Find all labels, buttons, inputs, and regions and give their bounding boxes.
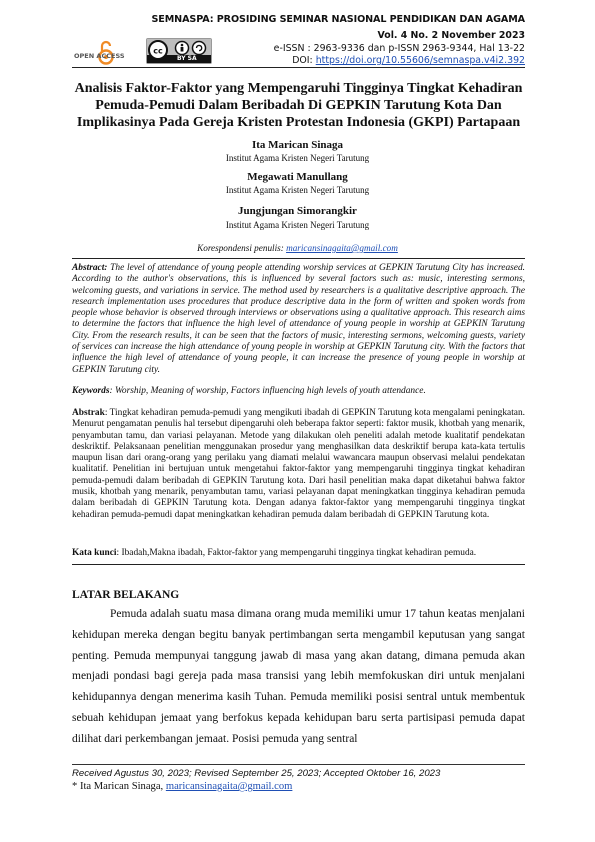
abstract-english-text: The level of attendance of young people attending worship services at GEPKIN Tarutung City has increased. According to the author's observations, this is influenced by several factors such as: music, interesting sermons, welcoming guests, and variations in service. The method used by researchers is a qualitative descriptive approach. The research implementation uses procedures that produce descriptive data in the form of written and spoken words from people whose behavior is observed through interviews or observations using a qualitative approach. This research aims to determine the factors that influence the high level of attendance of young people in worship at GEPKIN Tarutung City. From the research results, it can be seen that the factors of music, interesting sermons, welcoming guests, variety of services can increase the high attendance of young people in worship at GEPKIN Tarutung city. With the factors that influence the high level of attendance of young people, it can increase the presence of young people in worship at GEPKIN Tarutung city. <box>72 263 525 375</box>
corresponding-author-email[interactable]: maricansinagaita@gmail.com <box>165 781 293 792</box>
abstract-english <box>72 263 525 376</box>
keywords-english-text: : Worship, Meaning of worship, Factors influencing high levels of youth attendance. <box>109 386 426 396</box>
author-name: Megawati Manullang <box>247 171 348 183</box>
issn-info: e-ISSN : 2963-9336 dan p-ISSN 2963-9344, Hal 13-22 <box>273 43 525 54</box>
abstract-indonesian-text: : Tingkat kehadiran pemuda-pemudi yang mengikuti ibadah di GEPKIN Tarutung kota mengalami peningkatan. Menurut pengamatan penulis hal tersebut dipengaruhi oleh beberapa faktor seperti: faktor musik, khotbah yang menarik, penyambutan tamu, dan variasi pelayanan. Metode yang dilakukan oleh peneliti adalah metode kualitatif pendekatan deskriktif. Pelaksanaan penelitian menggunakan prosedur yang menghasilkan data deskriktif berupa kata-kata tertulis maupun lisan dari orang-orang yang perilaku yang diamati melalui wawancara maupun observasi melalui pendekatan kualitatif. Penelitian ini bertujuan untuk mengetahui faktor-faktor yang mempengaruhi tingginya tingkat kehadiran pemuda-pemudi dalam beribadah di GEPKIN Tarutung kota. Dari hasil penelitian maka dapat diketahui bahwa faktor musik, khotbah yang menarik, penyambutan tamu, variasi pelayanan dapat meningkatkan tingginya kehadiran pemuda dalam beribadah di GEPKIN Tarutung kota. Dengan adanya faktor-faktor yang mempengaruhi tingginya tingkat kehadiran pemuda-pemudi dapat meningkatkan kehadiran pemuda dalam beribadah di GEPKIN Tarutung kota. <box>72 408 525 520</box>
journal-name: SEMNASPA: PROSIDING SEMINAR NASIONAL PENDIDIKAN DAN AGAMA <box>151 14 525 25</box>
author-name: Ita Marican Sinaga <box>251 139 344 151</box>
author-affiliation: Institut Agama Kristen Negeri Tarutung <box>225 185 370 195</box>
open-access-logo <box>74 40 146 66</box>
abstract-indonesian <box>72 408 525 521</box>
body-paragraph: Pemuda adalah suatu masa dimana orang muda memiliki umur 17 tahun keatas menjalani kehidupan mereka dengan begitu banyak pertimbangan serta mengambil keputusan yang sangat penting. Pemuda mempunyai tanggung jawab di masa yang akan datang, dimana pemuda akan menjadi pondasi bagi gereja pada masa transisi yang lebih memfokuskan diri untuk menjalani kehidupannya dengan menerima kasih Tuhan. Pemuda memiliki posisi sentral untuk membentuk sebuah kehidupan jemaat yang berfokus kepada kehidupan baru serta partisipasi pemuda dapat dilihat dari perkembangan jemaat. Posisi pemuda yang sentral <box>72 608 525 745</box>
correspondence-label: Korespondensi penulis: <box>197 243 287 253</box>
author-affiliation: Institut Agama Kristen Negeri Tarutung <box>225 220 370 230</box>
section-heading: LATAR BELAKANG <box>72 589 180 601</box>
paper-title: Analisis Faktor-Faktor yang Mempengaruhi Tingginya Tingkat Kehadiran Pemuda-Pemudi Dalam Beribadah Di GEPKIN Tarutung Kota Dan Implikasinya Pada Gereja Kristen Protestan Indonesia (GKPI) Partapaan <box>74 81 523 130</box>
abstract-english-label: Abstract: <box>72 263 108 273</box>
correspondence-line <box>0 243 595 253</box>
header-divider <box>72 67 525 68</box>
volume-info: Vol. 4 No. 2 November 2023 <box>377 30 525 41</box>
submission-dates: Received Agustus 30, 2023; Revised September 25, 2023; Accepted Oktober 16, 2023 <box>72 768 441 779</box>
abstract-indonesian-label: Abstrak <box>72 408 105 418</box>
keywords-indonesian-label: Kata kunci <box>72 548 117 558</box>
correspondence-email[interactable]: maricansinagaita@gmail.com <box>286 243 398 253</box>
author-name: Jungjungan Simorangkir <box>238 205 357 217</box>
doi-label: DOI: <box>292 55 316 66</box>
doi-line <box>150 55 525 66</box>
abstract-divider-bottom <box>72 564 525 565</box>
author-affiliation: Institut Agama Kristen Negeri Tarutung <box>225 153 370 163</box>
corresponding-author-label: * Ita Marican Sinaga, <box>72 781 166 792</box>
svg-text:cc: cc <box>153 46 163 56</box>
keywords-english <box>72 386 525 397</box>
abstract-divider-top <box>72 258 525 259</box>
open-access-text: OPEN ACCESS <box>74 52 125 60</box>
keywords-english-label: Keywords <box>72 386 110 396</box>
cc-badge-text: BY SA <box>177 55 197 62</box>
footer-divider <box>72 764 525 765</box>
keywords-indonesian-text: : Ibadah,Makna ibadah, Faktor-faktor yang mempengaruhi tingginya tingkat kehadiran pemuda. <box>116 548 477 558</box>
corresponding-author-note <box>72 781 292 792</box>
doi-link[interactable]: https://doi.org/10.55606/semnaspa.v4i2.392 <box>315 55 525 66</box>
keywords-indonesian <box>72 548 525 559</box>
